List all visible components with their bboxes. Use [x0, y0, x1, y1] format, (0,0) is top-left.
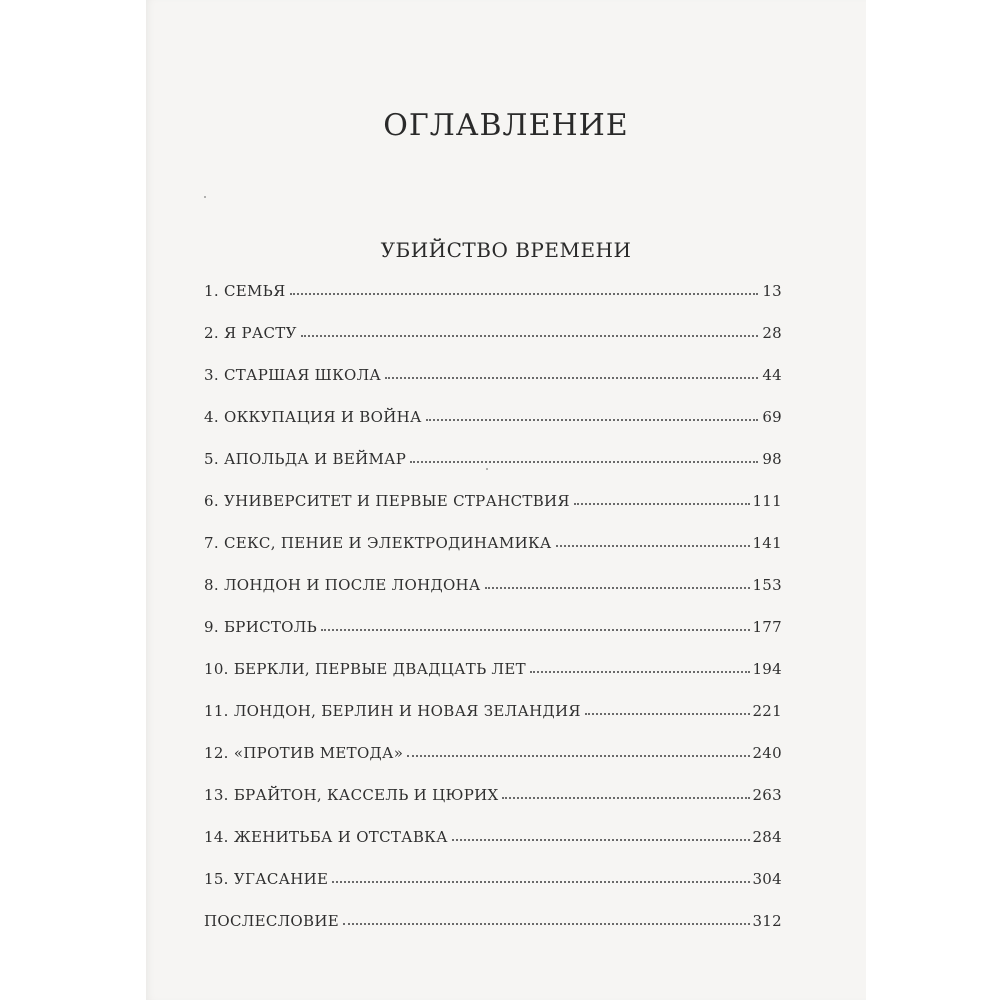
toc-entry — [204, 696, 782, 720]
toc-entry — [204, 360, 782, 384]
toc-entry — [204, 570, 782, 594]
toc-entry-title: 10. БЕРКЛИ, ПЕРВЫЕ ДВАДЦАТЬ ЛЕТ — [204, 660, 526, 678]
toc-dot-leader — [321, 628, 750, 631]
toc-entry-title: 11. ЛОНДОН, БЕРЛИН И НОВАЯ ЗЕЛАНДИЯ — [204, 702, 581, 720]
page-title: ОГЛАВЛЕНИЕ — [383, 108, 629, 143]
toc-entry-page: 221 — [752, 702, 782, 720]
toc-dot-leader — [385, 376, 758, 379]
toc-dot-leader — [426, 418, 758, 421]
book-page — [146, 0, 866, 1000]
toc-entry-title: 12. «ПРОТИВ МЕТОДА» — [204, 744, 404, 762]
toc-entry-page: 240 — [752, 744, 782, 762]
toc-entry-page: 284 — [752, 828, 782, 846]
toc-entry-page: 312 — [752, 912, 782, 930]
toc-entry-page: 13 — [762, 282, 782, 300]
toc-entry-page: 98 — [762, 450, 782, 468]
toc-entry-page: 194 — [752, 660, 782, 678]
toc-entry — [204, 738, 782, 762]
toc-entry — [204, 486, 782, 510]
toc-dot-leader — [574, 502, 751, 505]
toc-dot-leader — [407, 754, 750, 757]
toc-entry-title: 2. Я РАСТУ — [204, 324, 297, 342]
toc-entry — [204, 276, 782, 300]
toc-dot-leader — [485, 586, 751, 589]
toc-entry-title: 8. ЛОНДОН И ПОСЛЕ ЛОНДОНА — [204, 576, 481, 594]
toc-entry-title: 9. БРИСТОЛЬ — [204, 618, 317, 636]
paper-speck — [204, 196, 206, 198]
toc-entry — [204, 612, 782, 636]
toc-entry-page: 69 — [762, 408, 782, 426]
toc-entry — [204, 906, 782, 930]
toc-dot-leader — [332, 880, 750, 883]
toc-dot-leader — [530, 670, 751, 673]
toc-entry-title: 15. УГАСАНИЕ — [204, 870, 329, 888]
toc-entry — [204, 318, 782, 342]
toc-dot-leader — [410, 460, 758, 463]
toc-entry-page: 153 — [752, 576, 782, 594]
paper-speck — [486, 468, 488, 470]
toc-entry — [204, 822, 782, 846]
toc-dot-leader — [290, 292, 759, 295]
toc-dot-leader — [343, 922, 751, 925]
toc-entry-page: 177 — [752, 618, 782, 636]
toc-entry-page: 141 — [752, 534, 782, 552]
toc-entry-title: 5. АПОЛЬДА И ВЕЙМАР — [204, 450, 407, 468]
toc-entry-page: 111 — [752, 492, 782, 510]
toc-dot-leader — [452, 838, 751, 841]
toc-dot-leader — [556, 544, 751, 547]
toc-entry-page: 28 — [762, 324, 782, 342]
section-title: УБИЙСТВО ВРЕМЕНИ — [380, 238, 632, 262]
toc-entry-title: 6. УНИВЕРСИТЕТ И ПЕРВЫЕ СТРАНСТВИЯ — [204, 492, 570, 510]
toc-dot-leader — [301, 334, 758, 337]
toc-entry-page: 263 — [752, 786, 782, 804]
toc-entry — [204, 780, 782, 804]
toc-dot-leader — [585, 712, 751, 715]
toc-entry-title: 13. БРАЙТОН, КАССЕЛЬ И ЦЮРИХ — [204, 786, 499, 804]
toc-entry-title: ПОСЛЕСЛОВИЕ — [204, 912, 339, 930]
toc-entry — [204, 402, 782, 426]
toc-entry-page: 44 — [762, 366, 782, 384]
toc-entry-title: 3. СТАРШАЯ ШКОЛА — [204, 366, 382, 384]
toc-entry-title: 4. ОККУПАЦИЯ И ВОЙНА — [204, 408, 422, 426]
toc-entry — [204, 864, 782, 888]
toc-entry-page: 304 — [752, 870, 782, 888]
toc-entry-title: 1. СЕМЬЯ — [204, 282, 286, 300]
toc-entry-title: 14. ЖЕНИТЬБА И ОТСТАВКА — [204, 828, 448, 846]
toc-entry-title: 7. СЕКС, ПЕНИЕ И ЭЛЕКТРОДИНАМИКА — [204, 534, 552, 552]
toc-entry — [204, 528, 782, 552]
toc-entry — [204, 654, 782, 678]
toc-dot-leader — [502, 796, 750, 799]
toc-entry — [204, 444, 782, 468]
